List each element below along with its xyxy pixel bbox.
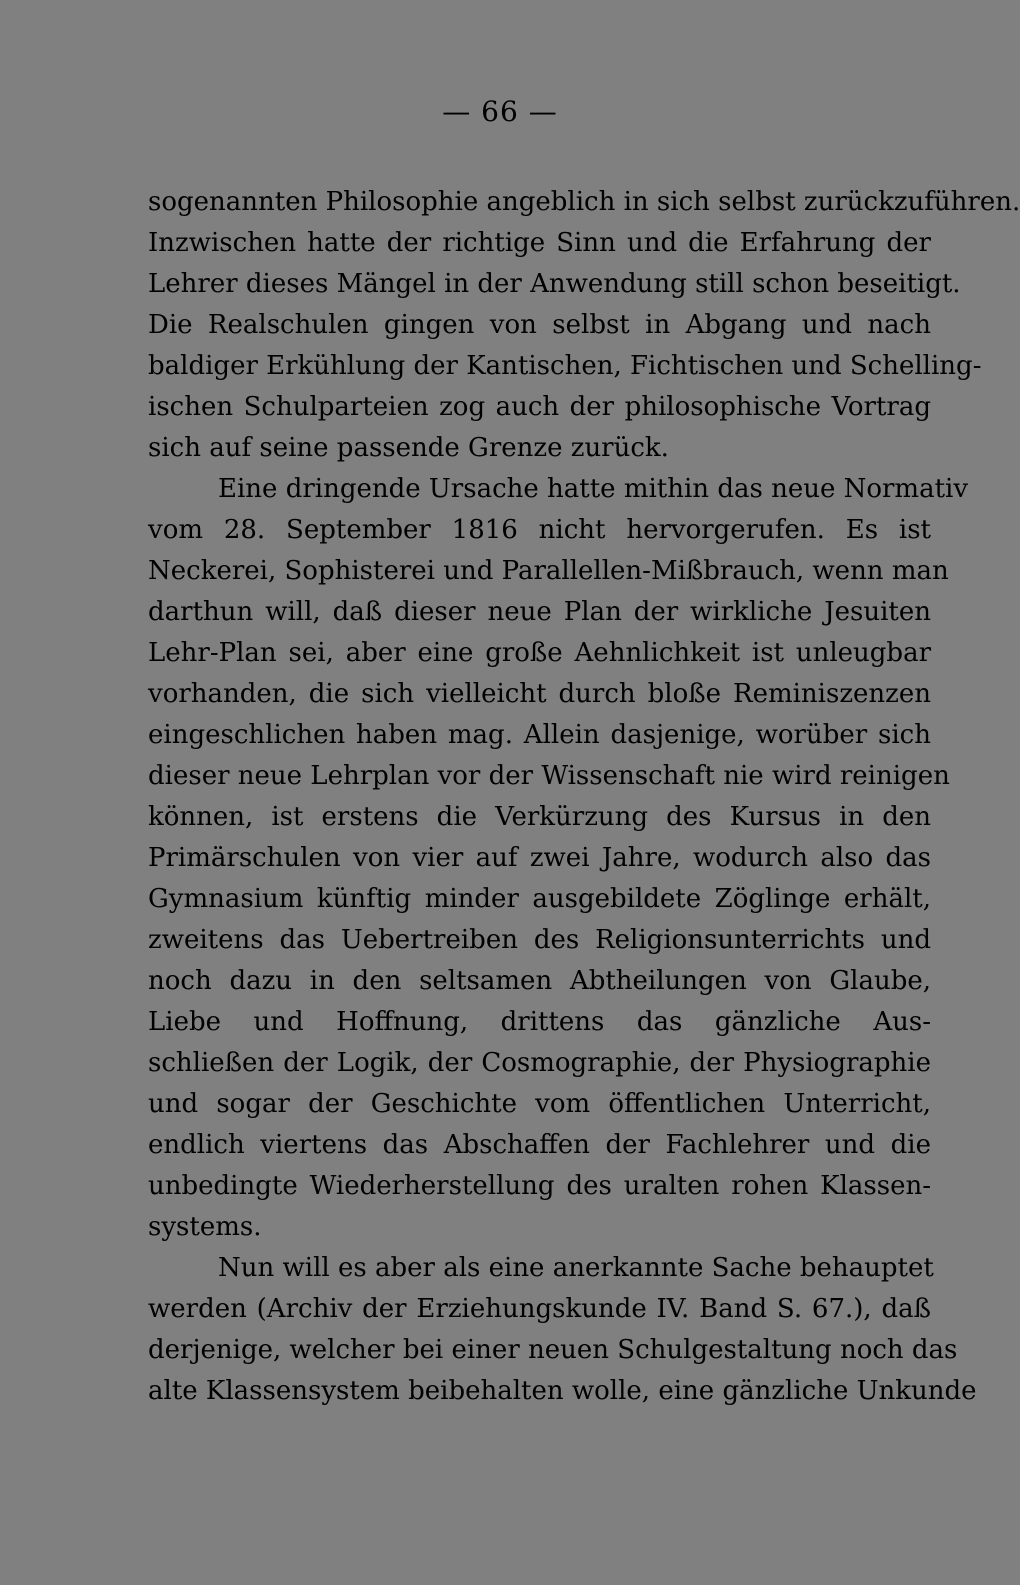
text-line: Neckerei, Sophisterei und Parallellen-Mißbrauch, wenn man bbox=[148, 556, 949, 586]
text-line: Liebe und Hoffnung, drittens das gänzliche Aus- bbox=[148, 1007, 931, 1037]
text-line: Lehrer dieses Mängel in der Anwendung still schon beseitigt. bbox=[148, 269, 961, 299]
text-line: vorhanden, die sich vielleicht durch bloße Reminiszenzen bbox=[148, 679, 931, 709]
text-line: Eine dringende Ursache hatte mithin das neue Normativ bbox=[218, 474, 969, 504]
text-line: Lehr-Plan sei, aber eine große Aehnlichkeit ist unleugbar bbox=[148, 638, 931, 668]
body-text bbox=[148, 182, 1020, 1412]
text-line: sogenannten Philosophie angeblich in sich selbst zurückzuführen. bbox=[148, 187, 1020, 217]
text-line: noch dazu in den seltsamen Abtheilungen von Glaube, bbox=[148, 966, 931, 996]
text-line: können, ist erstens die Verkürzung des Kursus in den bbox=[148, 802, 931, 832]
text-line: derjenige, welcher bei einer neuen Schulgestaltung noch das bbox=[148, 1335, 958, 1365]
text-line: schließen der Logik, der Cosmographie, der Physiographie bbox=[148, 1048, 931, 1078]
text-line: darthun will, daß dieser neue Plan der wirkliche Jesuiten bbox=[148, 597, 931, 627]
text-line: alte Klassensystem beibehalten wolle, eine gänzliche Unkunde bbox=[148, 1376, 977, 1406]
text-line: Inzwischen hatte der richtige Sinn und die Erfahrung der bbox=[148, 228, 931, 258]
text-line: systems. bbox=[148, 1212, 262, 1242]
text-line: Gymnasium künftig minder ausgebildete Zöglinge erhält, bbox=[148, 884, 931, 914]
text-line: unbedingte Wiederherstellung des uralten rohen Klassen- bbox=[148, 1171, 931, 1201]
text-line: sich auf seine passende Grenze zurück. bbox=[148, 433, 669, 463]
page-number: — 66 — bbox=[442, 95, 558, 128]
text-line: werden (Archiv der Erziehungskunde IV. Band S. 67.), daß bbox=[148, 1294, 931, 1324]
text-line: eingeschlichen haben mag. Allein dasjenige, worüber sich bbox=[148, 720, 931, 750]
text-line: dieser neue Lehrplan vor der Wissenschaft nie wird reinigen bbox=[148, 761, 950, 791]
text-line: vom 28. September 1816 nicht hervorgerufen. Es ist bbox=[148, 515, 931, 545]
text-line: endlich viertens das Abschaffen der Fachlehrer und die bbox=[148, 1130, 931, 1160]
text-line: Nun will es aber als eine anerkannte Sache behauptet bbox=[218, 1253, 934, 1283]
text-line: Primärschulen von vier auf zwei Jahre, wodurch also das bbox=[148, 843, 931, 873]
text-line: baldiger Erkühlung der Kantischen, Fichtischen und Schelling- bbox=[148, 351, 982, 381]
text-line: ischen Schulparteien zog auch der philosophische Vortrag bbox=[148, 392, 931, 422]
text-line: und sogar der Geschichte vom öffentlichen Unterricht, bbox=[148, 1089, 931, 1119]
text-line: Die Realschulen gingen von selbst in Abgang und nach bbox=[148, 310, 931, 340]
text-line: zweitens das Uebertreiben des Religionsunterrichts und bbox=[148, 925, 931, 955]
